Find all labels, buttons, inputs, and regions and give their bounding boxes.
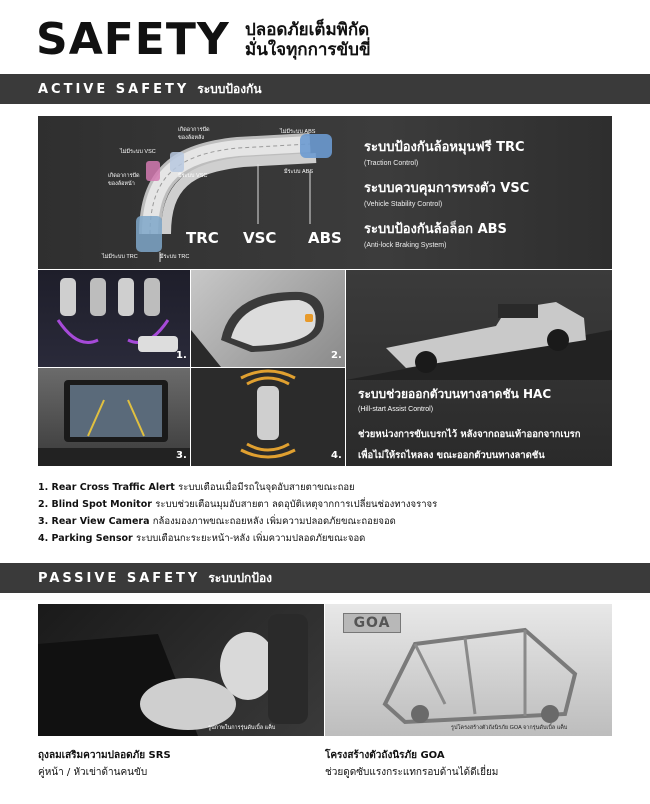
goa-image-caption: รูปโครงสร้างตัวถังนิรภัย GOA จากรุ่นดับเบิ้ล แค็บ (451, 725, 568, 731)
page-title: SAFETY (36, 14, 230, 65)
active-safety-bar (0, 74, 650, 104)
infotainment-screen-illustration (38, 368, 190, 466)
active-features-list (38, 479, 618, 547)
feature-vsc-subtitle: (Vehicle Stability Control) (364, 201, 443, 208)
camera-number-2: 2. (331, 350, 342, 361)
label-no-trc: ไม่มีระบบ TRC (102, 254, 138, 260)
airbag-image-caption: รูปภาพในการรุ่นดับเบิ้ล แค็บ (208, 725, 276, 731)
hac-desc-line-1: ช่วยหน่วงการขับเบรกไว้ หลังจากถอนเท้าออกจากเบรก (358, 429, 581, 440)
label-understeer: เกิดอาการปัด ของล้อหน้า (108, 173, 140, 187)
list-item: 3. Rear View Camera กล้องมองภาพขณะถอยหลัง เพิ่มความปลอดภัยขณะถอยจอด (38, 516, 396, 527)
goa-subtitle: ช่วยดูดซับแรงกระแทกรอบด้านได้ดีเยี่ยม (325, 767, 499, 778)
airbag-image (38, 604, 324, 736)
goa-caption-block (325, 747, 498, 781)
feature-vsc (364, 177, 529, 208)
label-no-vsc: ไม่มีระบบ VSC (120, 149, 156, 155)
passive-safety-heading-th: ระบบปกป้อง (208, 570, 273, 585)
label-no-abs: ไม่มีระบบ ABS (280, 129, 316, 135)
list-item: 1. Rear Cross Traffic Alert ระบบเตือนเมื่อมีรถในจุดอับสายตาขณะถอย (38, 482, 355, 493)
airbag-caption-block (38, 747, 171, 781)
pickup-truck-illustration (346, 270, 612, 380)
subtitle-line-1: ปลอดภัยเต็มพิกัด (245, 20, 370, 40)
feature-trc-subtitle: (Traction Control) (364, 160, 419, 167)
hac-description (358, 424, 608, 466)
trc-label: TRC (186, 229, 219, 247)
parking-sensor-image (191, 368, 345, 466)
vsc-label: VSC (243, 229, 277, 247)
camera-number-1: 1. (176, 350, 187, 361)
parking-sensor-illustration (191, 368, 345, 466)
feature-abs (364, 218, 507, 249)
rear-camera-image (38, 368, 190, 466)
side-mirror-illustration (191, 270, 345, 367)
parking-lot-illustration (38, 270, 190, 367)
airbag-title: ถุงลมเสริมความปลอดภัย SRS (38, 750, 171, 761)
page-subtitle (245, 20, 371, 60)
hac-desc-line-2: เพื่อไม่ให้รถไหลลง ขณะออกตัวบนทางลาดชัน (358, 450, 545, 461)
camera-number-3: 3. (176, 450, 187, 461)
active-safety-heading: ACTIVE SAFETY (38, 81, 190, 97)
abs-label: ABS (308, 229, 342, 247)
feature-abs-title: ระบบป้องกันล้อล็อก ABS (364, 222, 507, 237)
passive-safety-heading: PASSIVE SAFETY (38, 570, 201, 586)
stability-systems-panel (38, 116, 612, 269)
active-safety-heading-th: ระบบป้องกัน (197, 81, 262, 96)
camera-number-4: 4. (331, 450, 342, 461)
feature-abs-subtitle: (Anti-lock Braking System) (364, 242, 447, 249)
blind-spot-image (191, 270, 345, 367)
label-oversteer: เกิดอาการปัด ของล้อหลัง (178, 127, 210, 141)
airbag-illustration (38, 604, 324, 736)
feature-vsc-title: ระบบควบคุมการทรงตัว VSC (364, 181, 530, 196)
car-abs-icon (300, 134, 332, 158)
label-has-trc: มีระบบ TRC (160, 254, 190, 260)
feature-trc (364, 136, 525, 167)
list-item: 4. Parking Sensor ระบบเตือนกะระยะหน้า-หลัง เพิ่มความปลอดภัยขณะจอด (38, 533, 366, 544)
airbag-subtitle: คู่หน้า / หัวเข่าด้านคนขับ (38, 767, 148, 778)
list-item: 2. Blind Spot Monitor ระบบช่วยเตือนมุมอับสายตา ลดอุบัติเหตุจากการเปลี่ยนช่องทางจราจร (38, 499, 438, 510)
rear-cross-traffic-image (38, 270, 190, 367)
label-has-vsc: มีระบบ VSC (178, 173, 208, 179)
hac-title: ระบบช่วยออกตัวบนทางลาดชัน HAC (358, 387, 552, 401)
hac-subtitle: (Hill-start Assist Control) (358, 406, 434, 413)
page-header (0, 0, 650, 74)
passive-safety-bar (0, 563, 650, 593)
feature-trc-title: ระบบป้องกันล้อหมุนฟรี TRC (364, 140, 525, 155)
car-trc-icon (136, 216, 162, 252)
goa-badge: GOA (343, 613, 401, 633)
subtitle-line-2: มั่นใจทุกการขับขี่ (245, 40, 371, 60)
label-has-abs: มีระบบ ABS (284, 169, 314, 175)
goa-title: โครงสร้างตัวถังนิรภัย GOA (325, 750, 445, 761)
